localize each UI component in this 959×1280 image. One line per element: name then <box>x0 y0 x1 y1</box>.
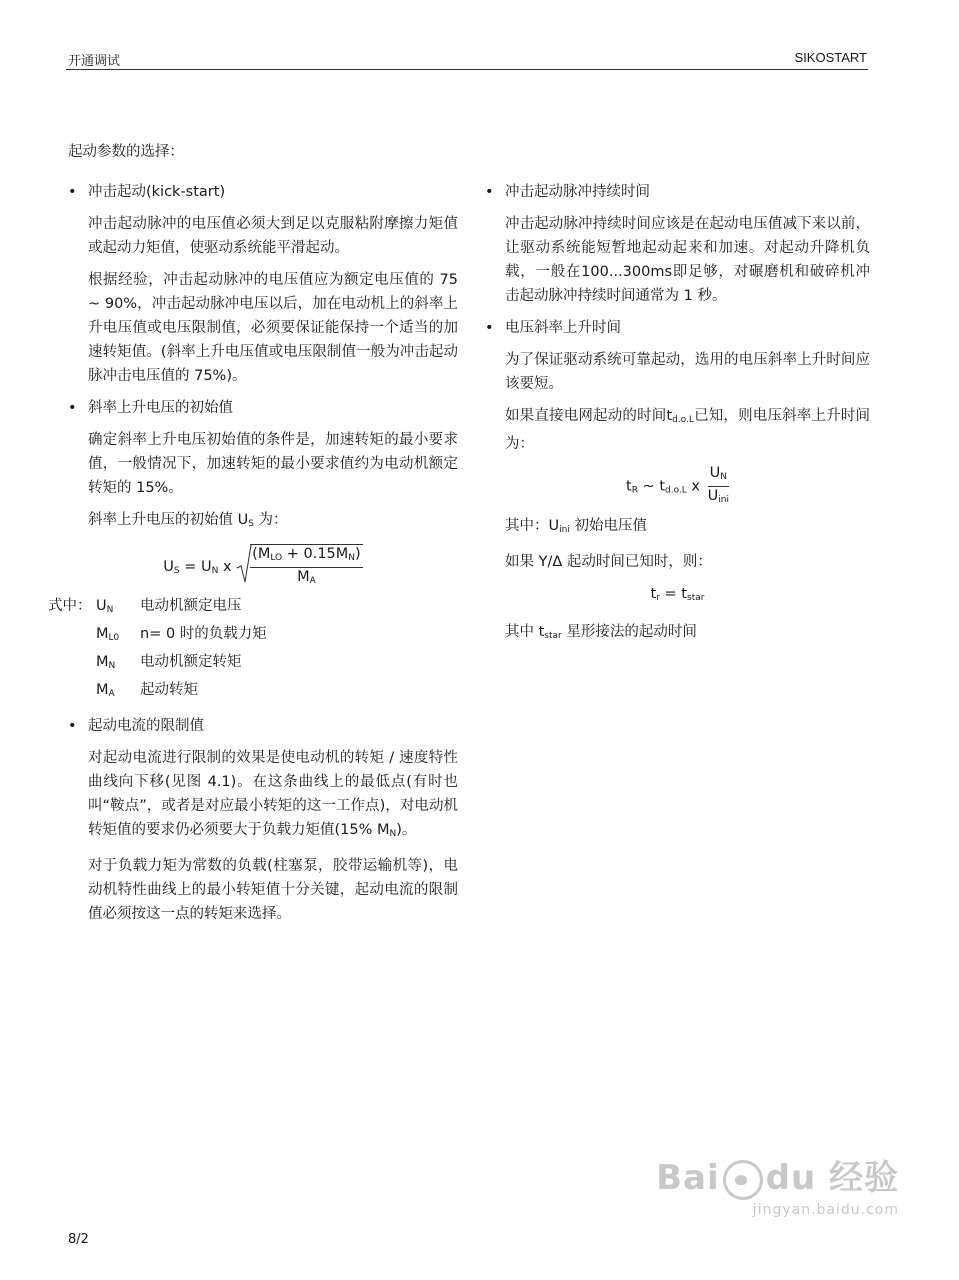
ramp-initial-title: • 斜率上升电压的初始值 <box>68 396 458 420</box>
kick-start-title: • 冲击起动(kick-start) <box>68 180 458 204</box>
header-divider <box>66 69 868 70</box>
legend-row: $M_N$ 电动机额定转矩 <box>96 654 242 671</box>
pulse-duration-title: • 冲击起动脉冲持续时间 <box>485 180 870 204</box>
kick-start-para-2: 根据经验，冲击起动脉冲的电压值应为额定电压值的 75 ~ 90%，冲击起动脉冲电压以后，加在电动机上的斜率上升电压值或电压限制值，必须要保证能保持一个适当的加速转矩值。(斜率上升电压值或电压限制值一般为冲击起动脉冲击电压值的 75%)。 <box>88 272 458 384</box>
legend-row: $M_A$ 起动转矩 <box>96 682 198 699</box>
y-delta-para: 如果 Y/Δ 起动时间已知时，则： <box>505 554 712 570</box>
pulse-duration-para: 冲击起动脉冲持续时间应该是在起动电压值减下来以前，让驱动系统能短暂地起动起来和加速。对起动升降机负载，一般在100...300ms即足够，对碾磨机和破碎机冲击起动脉冲持续时间通常为 1 秒。 <box>505 216 870 304</box>
intro-heading: 起动参数的选择： <box>68 144 184 160</box>
ramp-time-title: • 电压斜率上升时间 <box>485 316 870 340</box>
current-limit-title: • 起动电流的限制值 <box>68 714 458 738</box>
paw-icon <box>723 1160 763 1200</box>
legend-row: 式中： $U_N$ 电动机额定电压 <box>48 598 242 615</box>
kick-start-para-1: 冲击起动脉冲的电压值必须大到足以克服粘附摩擦力矩值或起动力矩值，使驱动系统能平滑起动。 <box>88 216 458 256</box>
formula-us: $U_S = U_N$ x $\frac{(M_{LO} + 0.15M_N)}{M_A}$ <box>68 544 458 584</box>
ramp-time-para-1: 为了保证驱动系统可靠起动，选用的电压斜率上升时间应该要短。 <box>505 352 870 392</box>
header-section-title: 开通调试 <box>68 54 121 69</box>
left-column <box>48 180 458 934</box>
formula-tstar: $t_r = t_{star}$ <box>650 586 705 603</box>
ramp-initial-para-2: 斜率上升电压的初始值 $U_S$ 为： <box>88 512 288 529</box>
baidu-watermark: Bai du 经验 jingyan.baidu.com <box>656 1158 899 1218</box>
legend-row: $M_{L0}$ n= 0 时的负载力矩 <box>96 626 267 643</box>
header-brand: SIKOSTART <box>794 50 867 65</box>
current-limit-para-1: 对起动电流进行限制的效果是使电动机的转矩 / 速度特性曲线向下移(见图 4.1)。在这条曲线上的最低点(有时也叫“鞍点”，或者是对应最小转矩的这一工作点)，对电动机转矩值的要求仍必须要大于负载力矩值(15% $M_N$)。 <box>88 750 458 839</box>
formula-legend <box>48 594 458 706</box>
ramp-time-para-2: 如果直接电网起动的时间$t_{d.o.L}$已知，则电压斜率上升时间为： <box>505 408 871 452</box>
page-number: 8/2 <box>68 1232 89 1247</box>
ramp-initial-para-1: 确定斜率上升电压初始值的条件是，加速转矩的最小要求值，一般情况下，加速转矩的最小要求值约为电动机额定转矩的 15%。 <box>88 432 458 496</box>
uini-definition: 其中：$U_{ini}$ 初始电压值 <box>505 518 647 535</box>
current-limit-para-2: 对于负载力矩为常数的负载(柱塞泵，胶带运输机等)，电动机特性曲线上的最小转矩值十分关键，起动电流的限制值必须按这一点的转矩来选择。 <box>88 858 458 922</box>
formula-tr: $t_R$ ~ $t_{d.o.L}$ x $\frac{U_N}{U_{ini}}$ <box>626 465 729 505</box>
right-column <box>485 180 870 656</box>
sqrt-sign: $\frac{(M_{LO} + 0.15M_N)}{M_A}$ <box>236 544 363 590</box>
tstar-definition: 其中 $t_{star}$ 星形接法的起动时间 <box>505 624 697 641</box>
